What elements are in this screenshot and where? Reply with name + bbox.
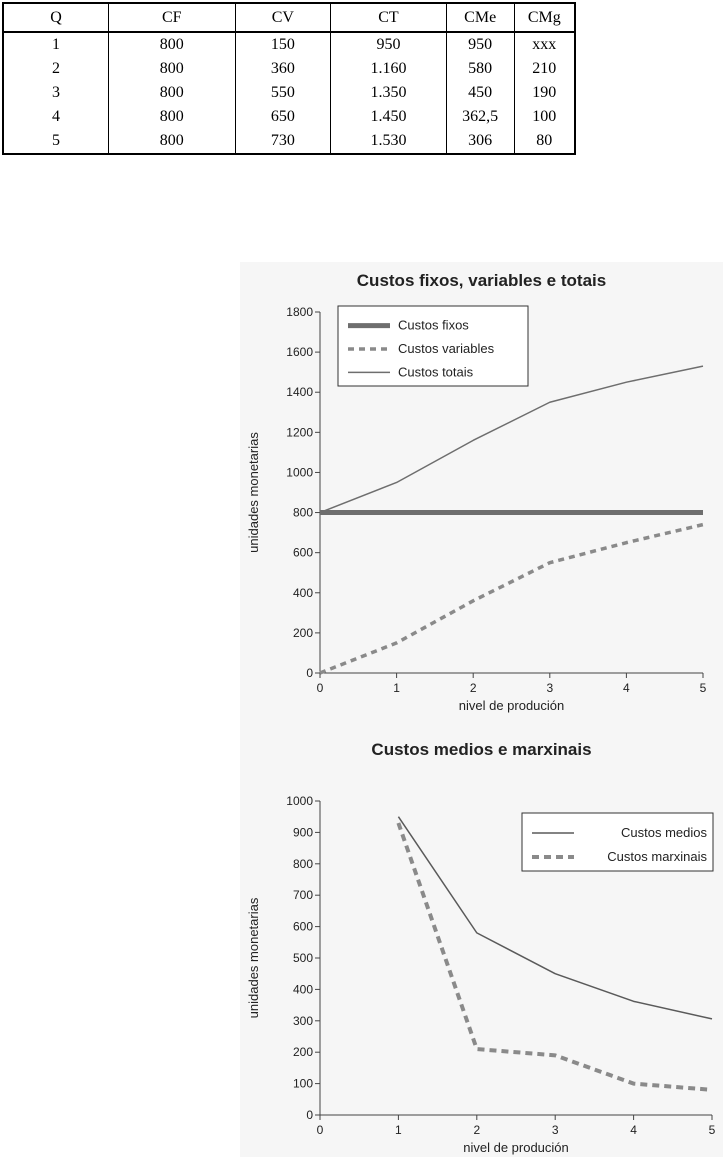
chart1-legend-label-0: Custos fixos — [398, 317, 469, 333]
chart1-y-tick-label: 600 — [292, 545, 313, 560]
table-cell: 1.350 — [331, 81, 447, 105]
chart2-title: Custos medios e marxinais — [371, 740, 592, 759]
table-row — [3, 105, 575, 129]
table-cell: 450 — [446, 81, 514, 105]
table-cell: 4 — [3, 105, 109, 129]
header-q: Q — [3, 3, 109, 32]
chart2-legend-label-1: Custos marxinais — [607, 849, 707, 864]
table-cell: 800 — [109, 129, 235, 154]
chart1-y-tick-label: 1600 — [286, 345, 313, 360]
table-cell: 950 — [446, 32, 514, 57]
chart1-title: Custos fixos, variables e totais — [356, 271, 607, 290]
chart2-y-tick-label: 100 — [292, 1076, 313, 1091]
table-cell: 360 — [235, 57, 331, 81]
chart1-y-axis-label: unidades monetarias — [246, 432, 261, 553]
chart1-x-tick-label: 5 — [699, 681, 707, 695]
table-row — [3, 129, 575, 154]
table-cell: 800 — [109, 57, 235, 81]
chart1-y-tick-label: 800 — [292, 505, 313, 520]
chart2-y-tick-label: 0 — [306, 1108, 313, 1122]
table-cell: 550 — [235, 81, 331, 105]
chart2-x-axis-label: nivel de produción — [463, 1140, 569, 1155]
chart2-y-tick-label: 200 — [292, 1045, 313, 1060]
table-cell: 1.450 — [331, 105, 447, 129]
table-cell: 1.530 — [331, 129, 447, 154]
table-cell: 150 — [235, 32, 331, 57]
table-cell: 580 — [446, 57, 514, 81]
table-cell: 1.160 — [331, 57, 447, 81]
chart2-y-axis-label: unidades monetarias — [246, 897, 261, 1019]
chart-panel-total-costs — [240, 262, 723, 731]
chart2-y-tick-label: 1000 — [286, 794, 313, 808]
chart1-legend-label-1: Custos variables — [398, 341, 495, 356]
header-cf: CF — [109, 3, 235, 32]
chart-average-marginal-costs — [240, 731, 723, 1157]
chart1-x-tick-label: 2 — [469, 681, 477, 695]
chart2-x-tick-label: 1 — [395, 1123, 402, 1137]
header-cme: CMe — [446, 3, 514, 32]
chart1-x-tick-label: 0 — [316, 681, 324, 695]
chart1-legend-label-2: Custos totais — [398, 364, 474, 380]
chart2-y-tick-label: 700 — [292, 888, 313, 903]
chart2-y-tick-label: 500 — [292, 951, 313, 965]
chart1-x-axis-label: nivel de produción — [458, 698, 565, 713]
chart2-y-tick-label: 300 — [292, 1013, 313, 1028]
table-cell: 730 — [235, 129, 331, 154]
table-cell: 1 — [3, 32, 109, 57]
header-cmg: CMg — [514, 3, 575, 32]
header-cv: CV — [235, 3, 331, 32]
table-cell: 950 — [331, 32, 447, 57]
chart1-y-tick-label: 1200 — [286, 425, 313, 440]
table-row — [3, 57, 575, 81]
table-cell: 306 — [446, 129, 514, 154]
table-row — [3, 81, 575, 105]
table-cell: xxx — [514, 32, 575, 57]
chart-total-costs — [240, 262, 723, 731]
table-cell: 800 — [109, 81, 235, 105]
table-cell: 362,5 — [446, 105, 514, 129]
table-cell: 5 — [3, 129, 109, 154]
table-cell: 2 — [3, 57, 109, 81]
chart1-y-tick-label: 200 — [292, 625, 313, 640]
chart2-x-tick-label: 0 — [316, 1123, 324, 1137]
chart2-y-tick-label: 400 — [292, 982, 313, 997]
table-cell: 3 — [3, 81, 109, 105]
chart-panel-average-marginal-costs — [240, 731, 723, 1157]
chart2-x-tick-label: 5 — [708, 1123, 716, 1137]
table-cell: 800 — [109, 105, 235, 129]
table-row — [3, 32, 575, 57]
chart1-x-tick-label: 4 — [623, 681, 630, 695]
table-cell: 190 — [514, 81, 575, 105]
chart2-legend-label-0: Custos medios — [621, 825, 707, 840]
chart1-y-tick-label: 1400 — [286, 385, 313, 400]
table-cell: 80 — [514, 129, 575, 154]
chart1-x-tick-label: 3 — [546, 681, 554, 695]
chart2-y-tick-label: 800 — [292, 856, 313, 871]
chart2-y-tick-label: 900 — [292, 825, 313, 840]
chart1-x-tick-label: 1 — [393, 681, 400, 695]
table-header-row — [3, 3, 575, 32]
chart1-series-line-1 — [320, 525, 703, 673]
chart2-x-tick-label: 4 — [630, 1123, 637, 1137]
chart1-y-tick-label: 400 — [292, 585, 313, 600]
chart1-y-tick-label: 1000 — [286, 465, 313, 480]
table-cell: 100 — [514, 105, 575, 129]
chart2-x-tick-label: 2 — [473, 1123, 481, 1137]
chart1-y-tick-label: 0 — [306, 666, 313, 680]
cost-table — [2, 2, 576, 155]
chart2-x-tick-label: 3 — [551, 1123, 559, 1137]
chart2-y-tick-label: 600 — [292, 919, 313, 934]
header-ct: CT — [331, 3, 447, 32]
table-cell: 650 — [235, 105, 331, 129]
chart1-series-line-2 — [320, 366, 703, 512]
table-cell: 800 — [109, 32, 235, 57]
table-cell: 210 — [514, 57, 575, 81]
chart1-y-tick-label: 1800 — [286, 305, 313, 319]
